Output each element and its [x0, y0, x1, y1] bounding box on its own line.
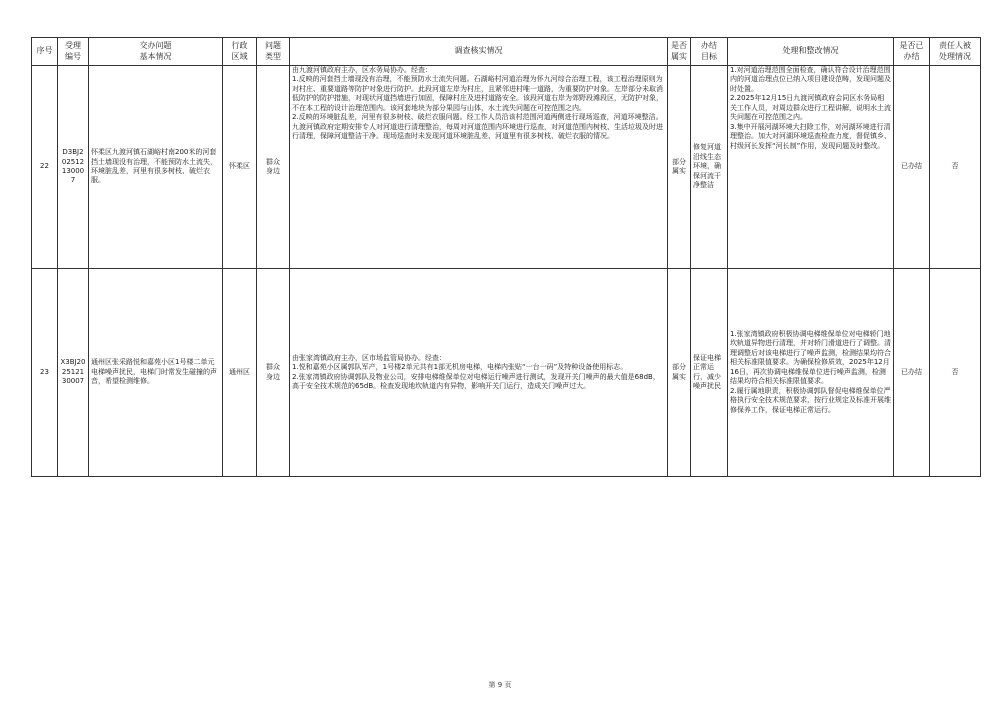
cell-code: X3BJ20 25121 30007 [58, 269, 89, 477]
header-district: 行政 区域 [223, 38, 257, 66]
cell-code: D3BJ2 02512 13000 7 [58, 66, 89, 269]
cell-accountable: 否 [930, 66, 981, 269]
cell-process: 1.对河道治理范围全面检查，确认符合设计治理范围内的河道治理点位已纳入项目建设范畴，发现问题及时处置。 2.2025年12月15日九渡河镇政府会同区水务局相关工作人员，对周边群众进行工程讲解，说明水土流失问题在可控范围之内。 3.集中开展河湖环境大扫除工作，对河湖环境进行清理整治。加大对河湖环境巡查检查力度，督促镇乡、村级河长发挥“河长制”作用，发现问题及时整改。 [728, 66, 894, 269]
cell-goal: 保证电梯正常运行，减少噪声扰民 [691, 269, 728, 477]
header-type: 问题 类型 [257, 38, 290, 66]
header-investigation: 调查核实情况 [290, 38, 668, 66]
cell-seq: 23 [32, 269, 58, 477]
cell-type: 群众 身边 [257, 269, 290, 477]
cell-type: 群众 身边 [257, 66, 290, 269]
cell-done: 已办结 [894, 269, 930, 477]
cell-goal: 修复河道沿线生态环境，确保河流干净整洁 [691, 66, 728, 269]
cell-basic: 怀柔区九渡河镇石湖峪村南200米的河套挡土墙现没有治理，不能预防水土流失，环境脏乱差，河里有很多树枝、破烂衣服。 [89, 66, 223, 269]
cell-investigation: 由张家湾镇政府主办，区市场监管局协办。经查： 1.悦和嘉苑小区属郭队军产，1号楼2单元共有1部无机房电梯，电梯内张贴“一台一码”及特种设备使用标志。 2.张家湾镇政府协调郭队及物业公司，安排电梯维保单位对电梯运行噪声进行测试，发现开关门噪声的最大值是68dB，高于安全技术规范的65dB。检查发现地坎轨道内有异物，影响开关门运行，造成关门噪声过大。 [290, 269, 668, 477]
cell-done: 已办结 [894, 66, 930, 269]
report-table [31, 37, 981, 477]
header-goal: 办结 目标 [691, 38, 728, 66]
cell-verified: 部分 属实 [668, 269, 691, 477]
cell-seq: 22 [32, 66, 58, 269]
page-number: 第 9 页 [488, 681, 512, 689]
cell-verified: 部分 属实 [668, 66, 691, 269]
header-row [32, 38, 981, 66]
cell-accountable: 否 [930, 269, 981, 477]
cell-district: 通州区 [223, 269, 257, 477]
cell-district: 怀柔区 [223, 66, 257, 269]
header-code: 受理 编号 [58, 38, 89, 66]
header-accountable: 责任人被 处理情况 [930, 38, 981, 66]
header-seq: 序号 [32, 38, 58, 66]
table-row [32, 269, 981, 477]
header-verified: 是否 属实 [668, 38, 691, 66]
table-row [32, 66, 981, 269]
header-process: 处理和整改情况 [728, 38, 894, 66]
cell-process: 1.张家湾镇政府积极协调电梯维保单位对电梯轿门地坎轨道异物进行清理，并对轿门滑道进行了调整。清理调整后对该电梯进行了噪声监测，检测结果均符合相关标准限值要求。为确保检修质效，2025年12月16日，再次协调电梯维保单位进行噪声监测，检测结果均符合相关标准限值要求。 2.履行属地职责，积极协调郭队督促电梯维保单位严格执行安全技术规范要求，按行业规定及标准开展维修保养工作，保证电梯正常运行。 [728, 269, 894, 477]
cell-investigation: 由九渡河镇政府主办，区水务局协办。经查： 1.反映的河套挡土墙现没有治理，不能预防水土流失问题。石湖峪村河道治理为怀九河综合治理工程，该工程治理原则为对村庄、重要道路等防护对象进行防护。此段河道左岸为村庄，且紧邻进村唯一道路，为重要防护对象。左岸部分未取消低防护的防护措施，对现状河道挡墙进行加固，保障村庄及进村道路安全。该段河道右岸为郊野段滩段区，无防护对象，不在本工程的设计治理范围内。该河套地块为部分果园与山体，水土流失问题在可控范围之内。 2.反映的环境脏乱差，河里有很多树枝、破烂衣服问题。经工作人员沿该村范围河道两侧进行现场巡查，河道环境整洁。九渡河镇政府定期安排专人对河道进行清理整治，每周对河道范围内环境进行巡查，对河道范围内树枝、生活垃圾及时进行清理，保障河道整洁干净。现场巡查时未发现河道环境脏乱差、河道里有很多树枝、破烂衣服的情况。 [290, 66, 668, 269]
header-basic: 交办问题 基本情况 [89, 38, 223, 66]
cell-basic: 通州区张采路悦和嘉苑小区1号楼二单元电梯噪声扰民，电梯门时常发生碰撞的声音，希望检测维修。 [89, 269, 223, 477]
header-done: 是否已 办结 [894, 38, 930, 66]
